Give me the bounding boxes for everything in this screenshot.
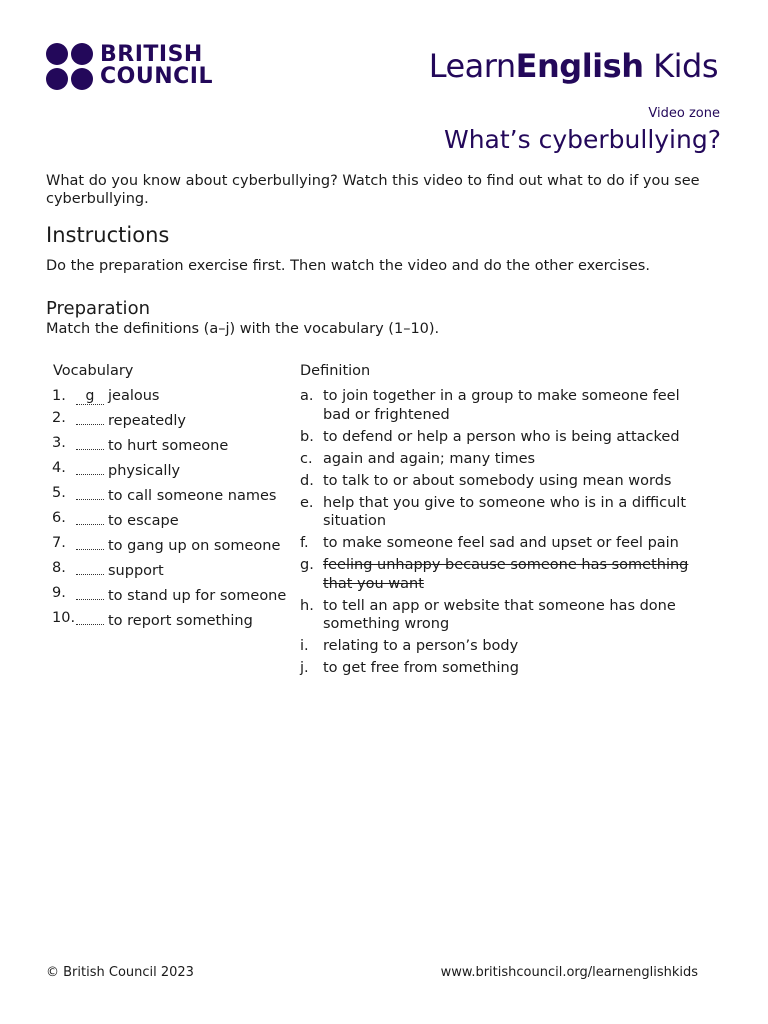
vocab-item xyxy=(52,409,292,431)
vocab-item xyxy=(52,387,292,406)
vocab-item xyxy=(52,509,292,531)
vocab-word: to escape xyxy=(108,513,179,529)
definition-text: again and again; many times xyxy=(323,450,536,467)
definition-item xyxy=(300,494,710,531)
definition-text: to talk to or about somebody using mean words xyxy=(323,472,672,489)
definition-item xyxy=(300,387,710,424)
vocab-number: 6. xyxy=(52,510,66,526)
vocab-item xyxy=(52,459,292,481)
answer-blank[interactable] xyxy=(76,559,104,575)
definition-item xyxy=(300,450,710,469)
logo-text: BRITISH COUNCIL xyxy=(100,42,213,89)
instructions-text: Do the preparation exercise first. Then watch the video and do the other exercises. xyxy=(46,258,650,274)
answer-blank[interactable] xyxy=(76,609,104,625)
vocab-number: 5. xyxy=(52,485,66,501)
definition-list xyxy=(300,387,710,681)
answer-blank[interactable]: g xyxy=(76,389,104,405)
definition-text: to tell an app or website that someone has done something wrong xyxy=(323,597,676,632)
answer-blank[interactable] xyxy=(76,534,104,550)
learnenglish-kids-brand: LearnEnglish Kids xyxy=(428,47,718,85)
vocab-word: to call someone names xyxy=(108,488,277,504)
vocab-number: 9. xyxy=(52,585,66,601)
vocab-item xyxy=(52,609,292,631)
vocab-word: to stand up for someone xyxy=(108,588,287,604)
definition-item xyxy=(300,659,710,678)
vocab-word: support xyxy=(108,563,164,579)
vocabulary-heading: Vocabulary xyxy=(53,363,134,379)
definition-letter: i. xyxy=(300,638,309,654)
vocab-number: 7. xyxy=(52,535,66,551)
answer-blank[interactable] xyxy=(76,584,104,600)
definition-text: help that you give to someone who is in a difficult situation xyxy=(323,494,687,529)
vocab-number: 1. xyxy=(52,388,66,404)
definition-letter: b. xyxy=(300,428,314,445)
definition-letter: g. xyxy=(300,557,314,573)
vocab-number: 2. xyxy=(52,410,66,426)
answer-blank[interactable] xyxy=(76,484,104,500)
definition-letter: h. xyxy=(300,597,314,614)
definition-letter: j. xyxy=(300,660,309,676)
vocab-word: jealous xyxy=(108,388,160,404)
vocab-item xyxy=(52,559,292,581)
vocab-item xyxy=(52,484,292,506)
definition-item xyxy=(300,556,710,593)
preparation-heading: Preparation xyxy=(46,298,150,319)
footer-url: www.britishcouncil.org/learnenglishkids xyxy=(440,965,698,980)
definition-text: relating to a person’s body xyxy=(323,638,519,654)
vocab-word: to gang up on someone xyxy=(108,538,281,554)
vocab-number: 8. xyxy=(52,560,66,576)
definition-text: to get free from something xyxy=(323,660,519,676)
british-council-logo xyxy=(46,43,216,91)
definition-item xyxy=(300,428,710,447)
definition-letter: a. xyxy=(300,388,314,404)
vocab-number: 10. xyxy=(52,610,76,626)
definition-letter: f. xyxy=(300,535,309,551)
vocab-word: repeatedly xyxy=(108,413,186,429)
answer-blank[interactable] xyxy=(76,509,104,525)
vocab-word: to hurt someone xyxy=(108,438,229,454)
definition-heading: Definition xyxy=(300,363,371,379)
vocab-number: 3. xyxy=(52,435,66,451)
definition-item xyxy=(300,534,710,553)
answer-blank[interactable] xyxy=(76,409,104,425)
vocab-number: 4. xyxy=(52,460,66,476)
copyright: © British Council 2023 xyxy=(46,965,194,980)
preparation-task: Match the definitions (a–j) with the vocabulary (1–10). xyxy=(46,321,440,337)
definition-text: to make someone feel sad and upset or feel pain xyxy=(323,535,679,551)
vocab-item xyxy=(52,434,292,456)
definition-item xyxy=(300,472,710,491)
answer-blank[interactable] xyxy=(76,434,104,450)
definition-text: to defend or help a person who is being attacked xyxy=(323,428,680,445)
section-label: Video zone xyxy=(648,106,720,121)
definition-letter: d. xyxy=(300,472,314,489)
vocab-item xyxy=(52,584,292,606)
answer-blank[interactable] xyxy=(76,459,104,475)
logo-dots-icon xyxy=(46,43,94,91)
definition-letter: e. xyxy=(300,494,314,511)
vocabulary-list xyxy=(52,387,292,634)
definition-text: feeling unhappy because someone has something that you want xyxy=(323,557,689,592)
page-title: What’s cyberbullying? xyxy=(443,125,721,154)
definition-item xyxy=(300,597,710,634)
vocab-word: to report something xyxy=(108,613,253,629)
definition-letter: c. xyxy=(300,450,313,467)
instructions-heading: Instructions xyxy=(46,223,170,247)
intro-text: What do you know about cyberbullying? Watch this video to find out what to do if you see cyberbullying. xyxy=(46,173,700,207)
definition-text: to join together in a group to make someone feel bad or frightened xyxy=(323,388,680,423)
vocab-item xyxy=(52,534,292,556)
vocab-word: physically xyxy=(108,463,181,479)
definition-item xyxy=(300,637,710,656)
